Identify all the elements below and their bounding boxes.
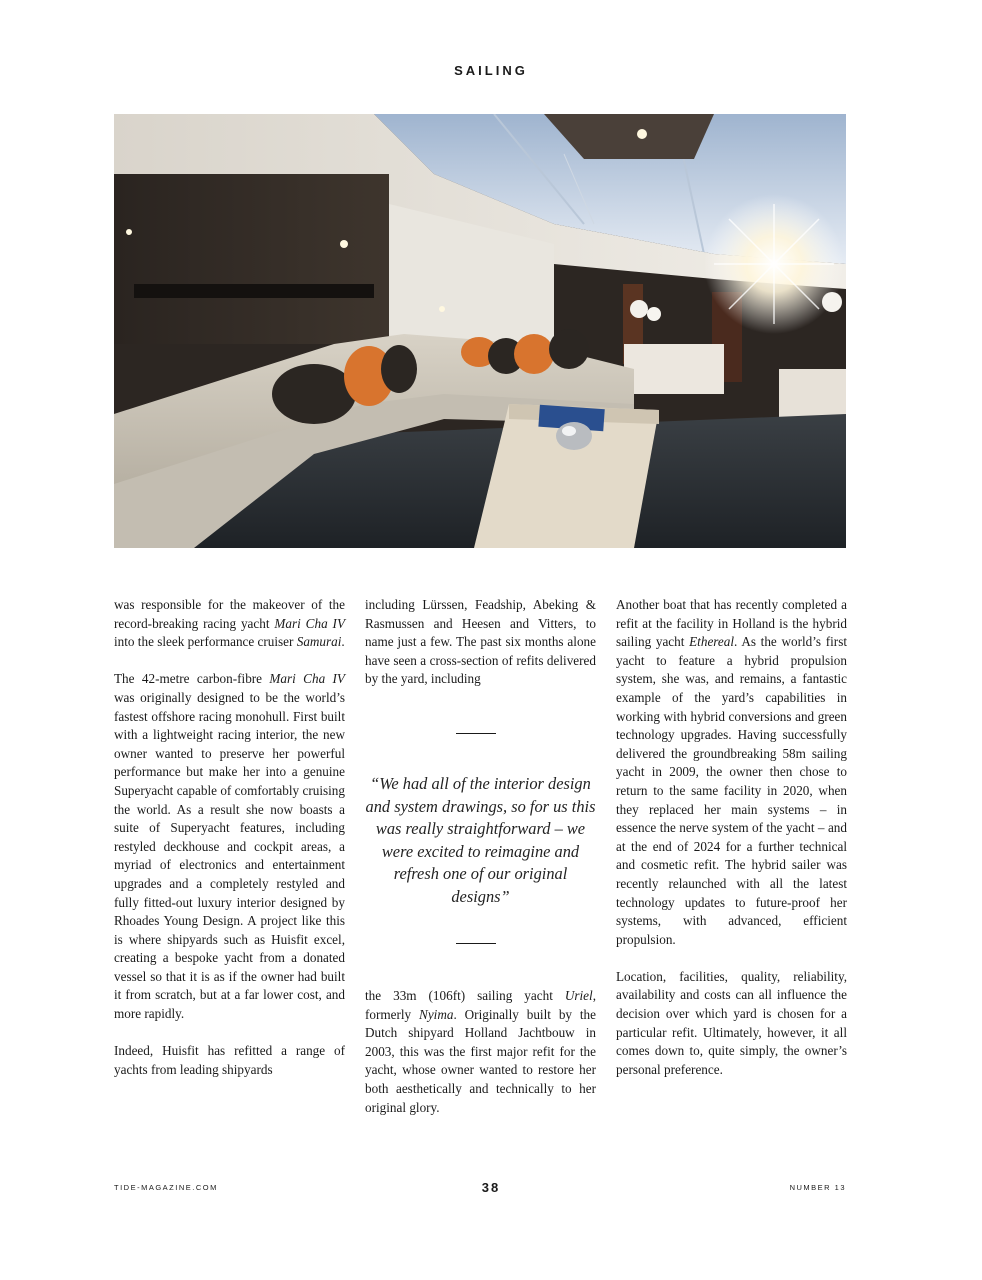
column-3-paragraph-2: Location, facilities, quality, reliability, availability and costs can all influence the decision over which yard is chosen for a particular refit. Ultimately, however, it all comes down to, quite simply, the owner’s personal preference.	[616, 968, 847, 1077]
column-2	[365, 596, 596, 708]
pullquote-rule-top	[456, 733, 496, 734]
footer-issue: NUMBER 13	[789, 1183, 846, 1192]
page-number: 38	[481, 1180, 501, 1195]
column-3-paragraph-1: Another boat that has recently completed a refit at the facility in Holland is the hybrid sailing yacht Ethereal. As the world’s first yacht to feature a hybrid propulsion system, she was, and remains, a fantastic example of the yard’s capabilities in working with hybrid conversions and green technology upgrades. Having successfully delivered the groundbreaking 58m sailing yacht in 2009, the owner then chose to return to the same facility in 2020, when they replaced her main systems – in essence the nerve system of the yacht – and at the end of 2024 for a further technical and cosmetic refit. The hybrid sailer was recently relaunched with all the latest technology updates to future-proof her systems, with advanced, efficient propulsion.	[616, 597, 847, 947]
pullquote-rule-bottom	[456, 943, 496, 944]
column-2-paragraph-2: the 33m (106ft) sailing yacht Uriel, formerly Nyima. Originally built by the Dutch shipyard Holland Jachtbouw in 2003, this was the first major refit for the yacht, whose owner wanted to restore her both aesthetically and technically to her original glory.	[365, 988, 596, 1115]
pull-quote: “We had all of the interior design and system drawings, so for us this was really straightforward – we were excited to reimagine and refresh one of our original designs”	[365, 774, 596, 906]
column-3	[616, 596, 847, 1098]
yacht-interior-photo	[114, 114, 846, 548]
section-title: SAILING	[454, 63, 528, 78]
column-1-paragraph-2: The 42-metre carbon-fibre Mari Cha IV was originally designed to be the world’s fastest offshore racing monohull. First built with a lightweight racing interior, the new owner wanted to preserve her powerful performance but make her into a genuine Superyacht capable of comfortably cruising the world. As a result she now boasts a suite of Superyacht features, including restyled deckhouse and cockpit areas, a myriad of electronics and entertainment upgrades and a completely restyled and fully fitted-out luxury interior designed by Rhoades Young Design. A project like this is where shipyards such as Huisfit excel, creating a bespoke yacht from a donated vessel so that it is as if the owner had built it from scratch, but at a far lower cost, and more rapidly.	[114, 671, 345, 1022]
column-1	[114, 596, 345, 1098]
footer-website: TIDE-MAGAZINE.COM	[114, 1183, 218, 1192]
column-1-paragraph-3: Indeed, Huisfit has refitted a range of yachts from leading shipyards	[114, 1043, 345, 1077]
column-2-continued	[365, 987, 596, 1136]
column-2-paragraph-1: including Lürssen, Feadship, Abeking & Rasmussen and Heesen and Vitters, to name just a few. The past six months alone have seen a cross-section of refits delivered by the yard, including	[365, 597, 596, 687]
column-1-paragraph-1: was responsible for the makeover of the record-breaking racing yacht Mari Cha IV into the sleek performance cruiser Samurai.	[114, 597, 345, 650]
